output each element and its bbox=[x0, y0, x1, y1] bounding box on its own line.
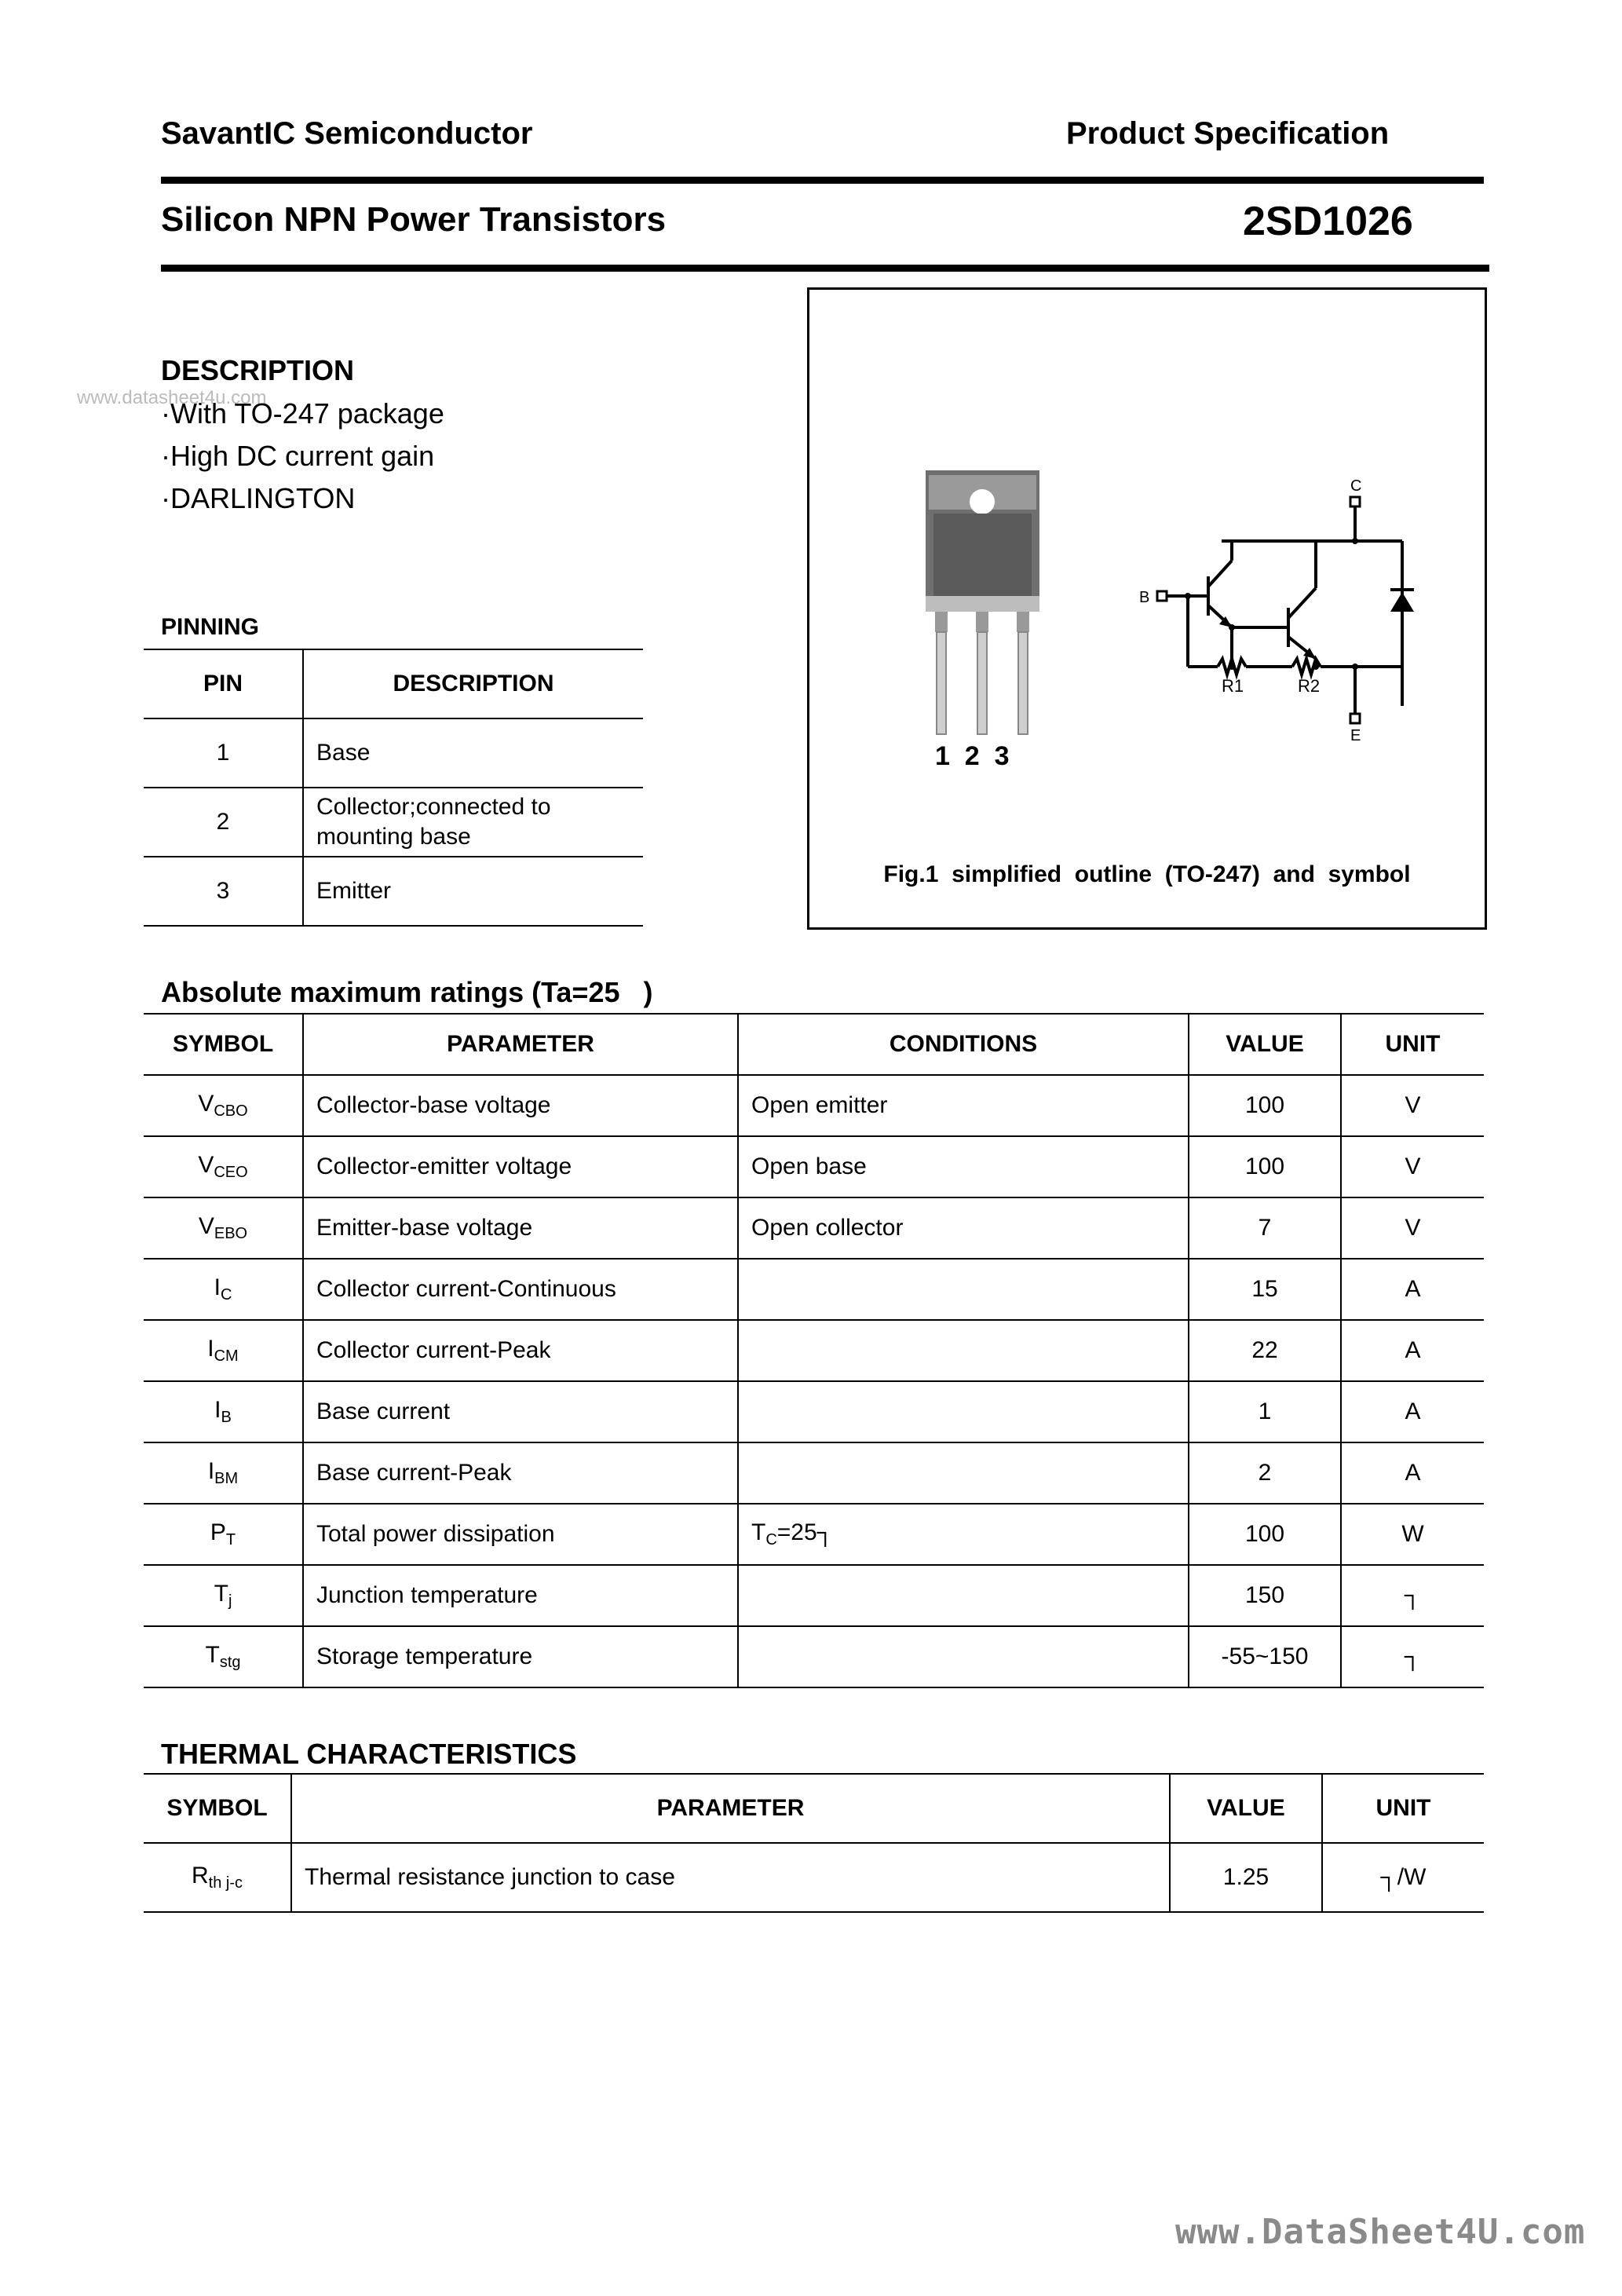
ratings-table bbox=[144, 1013, 1484, 1688]
col-value: VALUE bbox=[1189, 1014, 1341, 1075]
table-row bbox=[144, 1320, 1484, 1381]
to247-package-image bbox=[919, 470, 1045, 784]
description-item: ·DARLINGTON bbox=[161, 482, 356, 514]
table-row bbox=[144, 1259, 1484, 1320]
symbol-cell: $I_B$ bbox=[144, 1381, 303, 1442]
pin-number: 1 bbox=[144, 718, 303, 788]
pin-description: Base bbox=[303, 718, 643, 788]
col-symbol: SYMBOL bbox=[144, 1774, 291, 1843]
unit-cell: A bbox=[1341, 1442, 1484, 1504]
col-parameter: PARAMETER bbox=[303, 1014, 738, 1075]
ratings-title: Absolute maximum ratings (Ta=25 ) bbox=[161, 976, 653, 1008]
pinning-table bbox=[144, 649, 643, 927]
symbol-cell: $R_{th j-c}$ bbox=[144, 1843, 291, 1912]
table-row bbox=[144, 1504, 1484, 1565]
header-rule-top bbox=[161, 177, 1484, 184]
parameter-cell: Collector-base voltage bbox=[303, 1075, 738, 1136]
thermal-title: THERMAL CHARACTERISTICS bbox=[161, 1738, 577, 1770]
symbol-cell: $T_{stg}$ bbox=[144, 1626, 303, 1687]
parameter-cell: Collector-emitter voltage bbox=[303, 1136, 738, 1197]
parameter-cell: Base current bbox=[303, 1381, 738, 1442]
table-row bbox=[144, 1197, 1484, 1259]
conditions-cell bbox=[738, 1565, 1189, 1626]
value-cell: 22 bbox=[1189, 1320, 1341, 1381]
parameter-cell: Base current-Peak bbox=[303, 1442, 738, 1504]
product-line: Silicon NPN Power Transistors bbox=[161, 200, 667, 239]
part-number: 2SD1026 bbox=[1243, 199, 1413, 244]
col-unit: UNIT bbox=[1341, 1014, 1484, 1075]
value-cell: 100 bbox=[1189, 1136, 1341, 1197]
conditions-cell: Open emitter bbox=[738, 1075, 1189, 1136]
figure-box bbox=[807, 287, 1487, 930]
pin-description: Collector;connected to mounting base bbox=[303, 788, 643, 857]
symbol-cell: $T_j$ bbox=[144, 1565, 303, 1626]
unit-cell: V bbox=[1341, 1197, 1484, 1259]
table-row bbox=[144, 1381, 1484, 1442]
conditions-cell bbox=[738, 1259, 1189, 1320]
pin-description: Emitter bbox=[303, 857, 643, 926]
company-name: SavantIC Semiconductor bbox=[161, 116, 533, 151]
value-cell: 15 bbox=[1189, 1259, 1341, 1320]
parameter-cell: Junction temperature bbox=[303, 1565, 738, 1626]
description-item: ·High DC current gain bbox=[161, 440, 435, 472]
value-cell: 1.25 bbox=[1170, 1843, 1322, 1912]
col-value: VALUE bbox=[1170, 1774, 1322, 1843]
header-rule-bottom bbox=[161, 265, 1489, 272]
col-symbol: SYMBOL bbox=[144, 1014, 303, 1075]
description-title: DESCRIPTION bbox=[161, 354, 355, 386]
symbol-cell: $V_{EBO}$ bbox=[144, 1197, 303, 1259]
unit-cell: A bbox=[1341, 1320, 1484, 1381]
unit-cell: ┐ bbox=[1341, 1565, 1484, 1626]
conditions-cell bbox=[738, 1320, 1189, 1381]
package-pin-numbers: 1 2 3 bbox=[935, 741, 1010, 771]
symbol-cell: $I_{CM}$ bbox=[144, 1320, 303, 1381]
parameter-cell: Thermal resistance junction to case bbox=[291, 1843, 1170, 1912]
value-cell: 150 bbox=[1189, 1565, 1341, 1626]
pinning-title: PINNING bbox=[161, 614, 260, 640]
parameter-cell: Total power dissipation bbox=[303, 1504, 738, 1565]
parameter-cell: Emitter-base voltage bbox=[303, 1197, 738, 1259]
watermark-bottom: www.DataSheet4U.com bbox=[1175, 2212, 1586, 2252]
conditions-cell: $T_C=25┐$ bbox=[738, 1504, 1189, 1565]
value-cell: 7 bbox=[1189, 1197, 1341, 1259]
description-item: ·With TO-247 package bbox=[161, 397, 444, 430]
parameter-cell: Collector current-Peak bbox=[303, 1320, 738, 1381]
pin-number: 3 bbox=[144, 857, 303, 926]
unit-cell: A bbox=[1341, 1259, 1484, 1320]
conditions-cell: Open base bbox=[738, 1136, 1189, 1197]
symbol-cell: $V_{CBO}$ bbox=[144, 1075, 303, 1136]
table-row bbox=[144, 1075, 1484, 1136]
label-e: E bbox=[1350, 727, 1361, 744]
darlington-symbol bbox=[1131, 478, 1445, 745]
symbol-cell: $I_C$ bbox=[144, 1259, 303, 1320]
conditions-cell bbox=[738, 1381, 1189, 1442]
table-row bbox=[144, 1136, 1484, 1197]
doc-type: Product Specification bbox=[1066, 116, 1390, 151]
pin-header: PIN bbox=[144, 649, 303, 718]
label-c: C bbox=[1350, 478, 1362, 495]
parameter-cell: Collector current-Continuous bbox=[303, 1259, 738, 1320]
watermark-top: www.datasheet4u.com bbox=[77, 387, 267, 408]
label-b: B bbox=[1139, 589, 1150, 606]
conditions-cell bbox=[738, 1626, 1189, 1687]
unit-cell: V bbox=[1341, 1136, 1484, 1197]
table-row bbox=[144, 1843, 1484, 1912]
unit-cell: ┐/W bbox=[1322, 1843, 1484, 1912]
unit-cell: ┐ bbox=[1341, 1626, 1484, 1687]
value-cell: -55~150 bbox=[1189, 1626, 1341, 1687]
col-unit: UNIT bbox=[1322, 1774, 1484, 1843]
table-row bbox=[144, 1565, 1484, 1626]
label-r1: R1 bbox=[1222, 676, 1244, 696]
col-parameter: PARAMETER bbox=[291, 1774, 1170, 1843]
value-cell: 1 bbox=[1189, 1381, 1341, 1442]
table-row bbox=[144, 1442, 1484, 1504]
label-r2: R2 bbox=[1298, 676, 1321, 696]
conditions-cell: Open collector bbox=[738, 1197, 1189, 1259]
unit-cell: A bbox=[1341, 1381, 1484, 1442]
value-cell: 2 bbox=[1189, 1442, 1341, 1504]
col-conditions: CONDITIONS bbox=[738, 1014, 1189, 1075]
value-cell: 100 bbox=[1189, 1075, 1341, 1136]
conditions-cell bbox=[738, 1442, 1189, 1504]
parameter-cell: Storage temperature bbox=[303, 1626, 738, 1687]
table-row bbox=[144, 1626, 1484, 1687]
pin-number: 2 bbox=[144, 788, 303, 857]
unit-cell: V bbox=[1341, 1075, 1484, 1136]
value-cell: 100 bbox=[1189, 1504, 1341, 1565]
figure-caption: Fig.1 simplified outline (TO-247) and symbol bbox=[883, 861, 1411, 887]
unit-cell: W bbox=[1341, 1504, 1484, 1565]
thermal-table bbox=[144, 1773, 1484, 1913]
symbol-cell: $V_{CEO}$ bbox=[144, 1136, 303, 1197]
pin-description-header: DESCRIPTION bbox=[303, 649, 643, 718]
symbol-cell: $I_{BM}$ bbox=[144, 1442, 303, 1504]
symbol-cell: $P_T$ bbox=[144, 1504, 303, 1565]
